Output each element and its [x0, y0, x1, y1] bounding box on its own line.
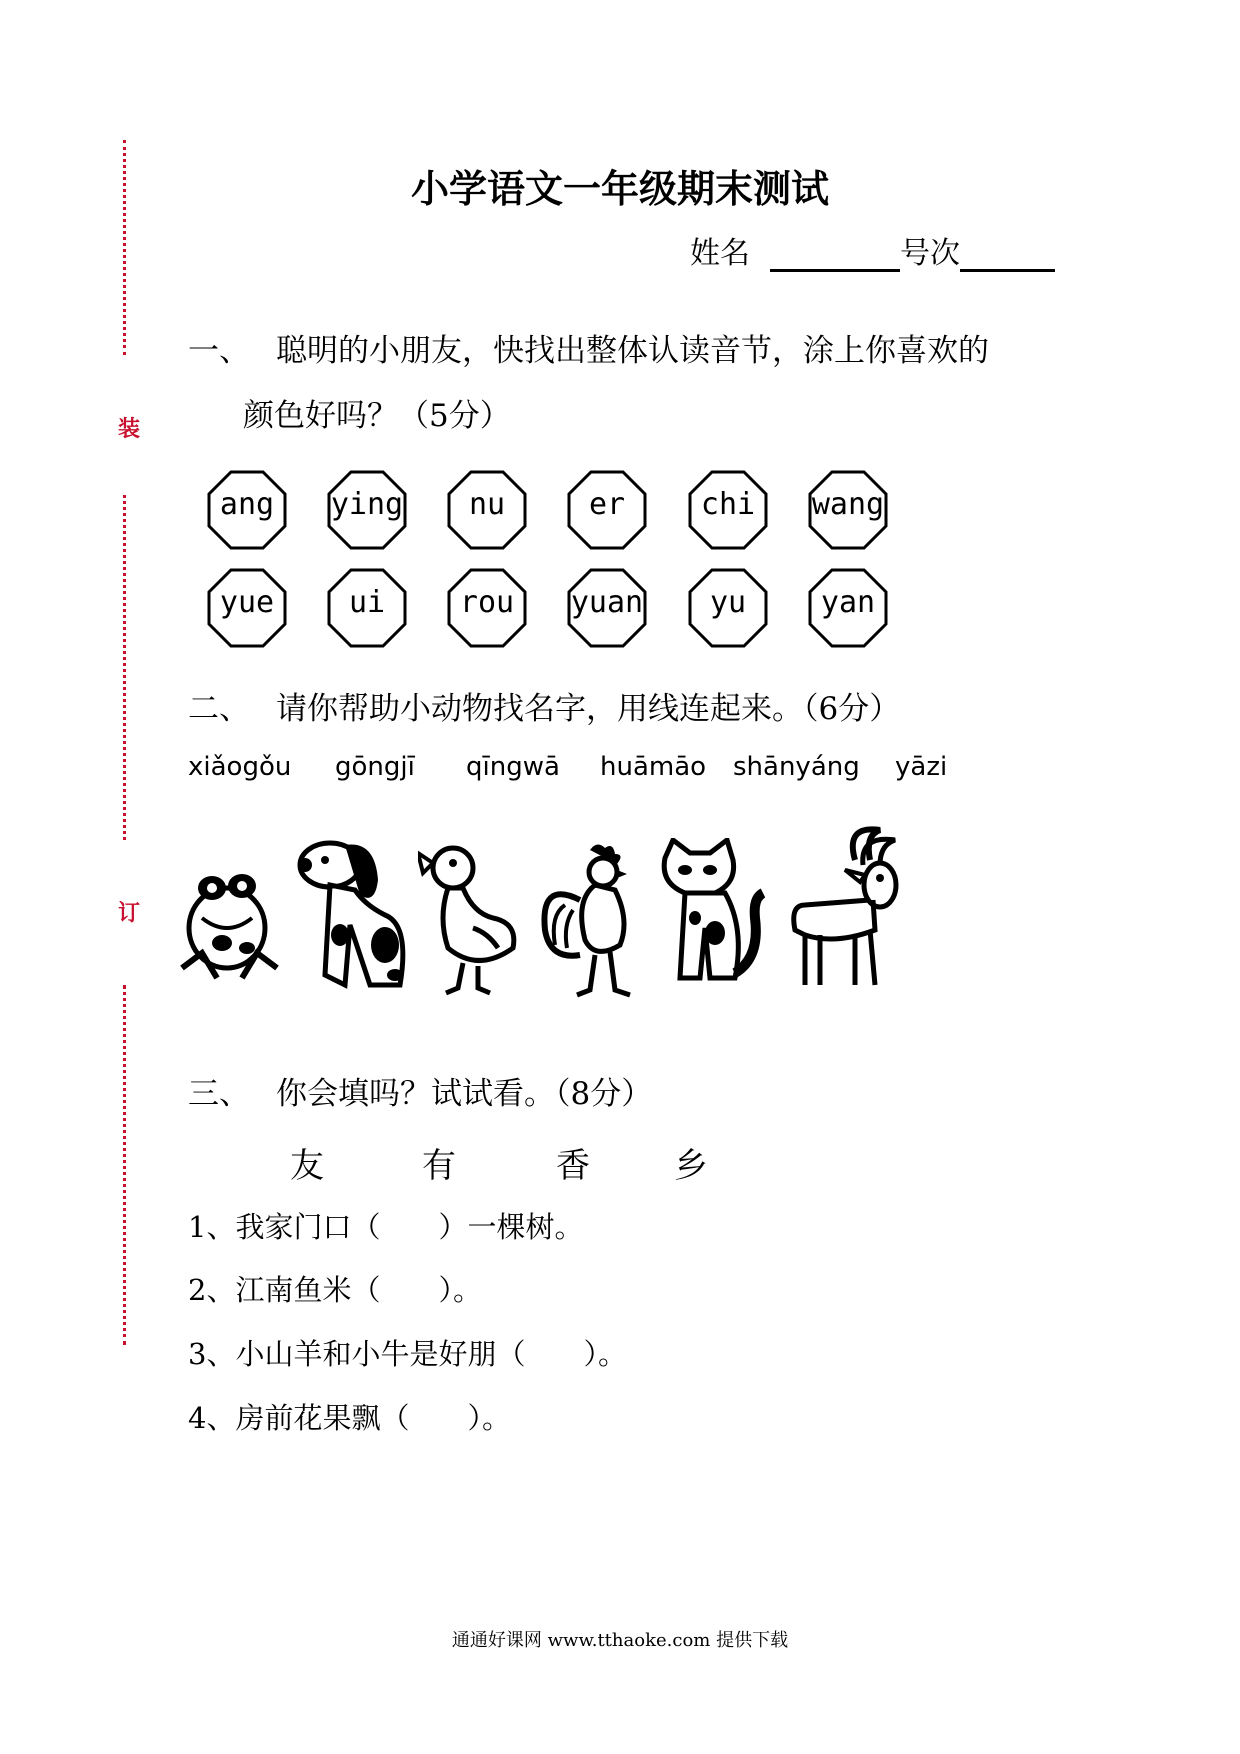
- question-1[interactable]: 1、我家门口（ ）一棵树。: [188, 1210, 584, 1244]
- fill-char-1: 友: [290, 1146, 324, 1186]
- syllable-yu[interactable]: [688, 568, 768, 648]
- number-blank[interactable]: [960, 241, 1055, 272]
- duck-icon[interactable]: [418, 838, 523, 998]
- syllable-nu[interactable]: [447, 470, 527, 550]
- section-3-text: 你会填吗？试试看。（8分）: [276, 1076, 653, 1112]
- binding-char-bottom: 订: [118, 901, 141, 926]
- pinyin-huamao[interactable]: huāmāo: [600, 752, 707, 782]
- section-3-number: 三、: [188, 1076, 250, 1112]
- syllable-label: yan: [820, 585, 876, 620]
- number-label: 号次: [900, 236, 960, 271]
- goat-icon[interactable]: [785, 820, 905, 995]
- section-2-number: 二、: [188, 691, 250, 727]
- frog-icon[interactable]: [172, 858, 282, 988]
- fill-char-2: 有: [422, 1146, 456, 1186]
- name-field: [690, 228, 1055, 272]
- syllable-label: rou: [459, 585, 515, 620]
- syllable-yue[interactable]: [207, 568, 287, 648]
- pinyin-xiaogou[interactable]: xiǎogǒu: [188, 752, 292, 782]
- section-1-heading: [188, 325, 989, 370]
- syllable-label: yue: [219, 585, 275, 620]
- question-3[interactable]: 3、小山羊和小牛是好朋（ ）。: [188, 1337, 627, 1371]
- pinyin-shanyang[interactable]: shānyáng: [733, 752, 860, 782]
- binding-margin-middle-line: [123, 495, 126, 840]
- syllable-label: wang: [811, 487, 885, 522]
- syllable-label: yuan: [570, 585, 644, 620]
- cat-icon[interactable]: [655, 838, 770, 988]
- syllable-ying[interactable]: [327, 470, 407, 550]
- pinyin-gongji[interactable]: gōngjī: [335, 752, 415, 782]
- syllable-label: ang: [219, 487, 275, 522]
- pinyin-qingwa[interactable]: qīngwā: [466, 752, 560, 782]
- name-label: 姓名: [690, 236, 750, 271]
- question-2[interactable]: 2、江南鱼米（ ）。: [188, 1273, 482, 1307]
- fill-char-3: 香: [556, 1146, 590, 1186]
- name-blank[interactable]: [770, 241, 900, 272]
- section-2-text: 请你帮助小动物找名字，用线连起来。（6分）: [276, 691, 901, 727]
- section-1-line2: 颜色好吗？（5分）: [243, 398, 511, 434]
- binding-char-top: 装: [118, 417, 141, 442]
- question-4[interactable]: 4、房前花果飘（ ）。: [188, 1401, 511, 1435]
- syllable-chi[interactable]: [688, 470, 768, 550]
- pinyin-yazi[interactable]: yāzi: [895, 752, 948, 782]
- syllable-er[interactable]: [567, 470, 647, 550]
- rooster-icon[interactable]: [535, 840, 645, 1000]
- syllable-ang[interactable]: [207, 470, 287, 550]
- syllable-yuan[interactable]: [567, 568, 647, 648]
- syllable-label: ui: [348, 585, 386, 620]
- binding-margin-bottom-line: [123, 985, 126, 1345]
- syllable-wang[interactable]: [808, 470, 888, 550]
- footer-credit: 通通好课网 www.tthaoke.com 提供下载: [451, 1630, 789, 1651]
- fill-char-4: 乡: [674, 1146, 708, 1186]
- syllable-label: nu: [468, 487, 506, 522]
- section-1-number: 一、: [188, 333, 250, 369]
- syllable-label: chi: [700, 487, 756, 522]
- syllable-rou[interactable]: [447, 568, 527, 648]
- section-2-heading: [188, 683, 900, 728]
- section-3-heading: [188, 1068, 652, 1113]
- syllable-label: yu: [709, 585, 747, 620]
- dog-icon[interactable]: [290, 835, 415, 995]
- syllable-label: er: [588, 487, 626, 522]
- syllable-yan[interactable]: [808, 568, 888, 648]
- section-1-line1: 聪明的小朋友，快找出整体认读音节，涂上你喜欢的: [276, 333, 989, 369]
- syllable-ui[interactable]: [327, 568, 407, 648]
- page-title: 小学语文一年级期末测试: [410, 167, 829, 211]
- syllable-label: ying: [330, 487, 404, 522]
